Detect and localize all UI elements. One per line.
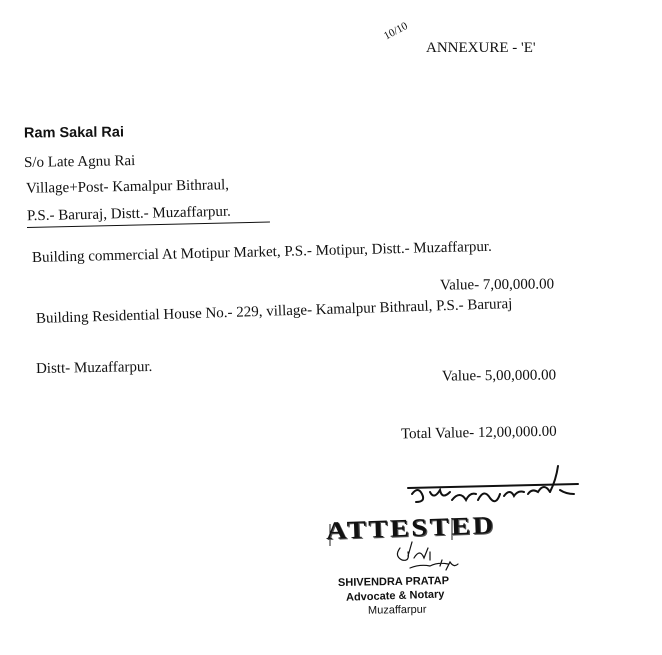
owner-name: Ram Sakal Rai bbox=[23, 124, 125, 142]
owner-village: Village+Post- Kamalpur Bithraul, bbox=[25, 177, 230, 197]
owner-district: P.S.- Baruraj, Distt.- Muzaffarpur. bbox=[26, 203, 232, 225]
owner-parent: S/o Late Agnu Rai bbox=[23, 153, 136, 171]
notary-stamp bbox=[338, 540, 449, 617]
property-2-description: Building Residential House No.- 229, village- Kamalpur Bithraul, P.S.- Baruraj bbox=[35, 296, 513, 327]
property-1-value: Value- 7,00,000.00 bbox=[439, 276, 555, 294]
annexure-title: ANNEXURE - 'E' bbox=[426, 40, 536, 56]
property-1-description: Building commercial At Motipur Market, P.S.- Motipur, Distt.- Muzaffarpur. bbox=[31, 238, 492, 266]
notary-name: SHIVENDRA PRATAP bbox=[337, 575, 450, 589]
property-2-value: Value- 5,00,000.00 bbox=[441, 367, 557, 385]
notary-place: Muzaffarpur bbox=[367, 603, 427, 617]
property-2-description-cont: Distt- Muzaffarpur. bbox=[35, 358, 153, 378]
attested-stamp: ATTESTED bbox=[325, 512, 497, 545]
total-value: Total Value- 12,00,000.00 bbox=[400, 423, 557, 443]
notary-title: Advocate & Notary bbox=[345, 588, 445, 604]
owner-signature bbox=[408, 466, 578, 502]
page-mark: 10/10 bbox=[381, 19, 410, 43]
